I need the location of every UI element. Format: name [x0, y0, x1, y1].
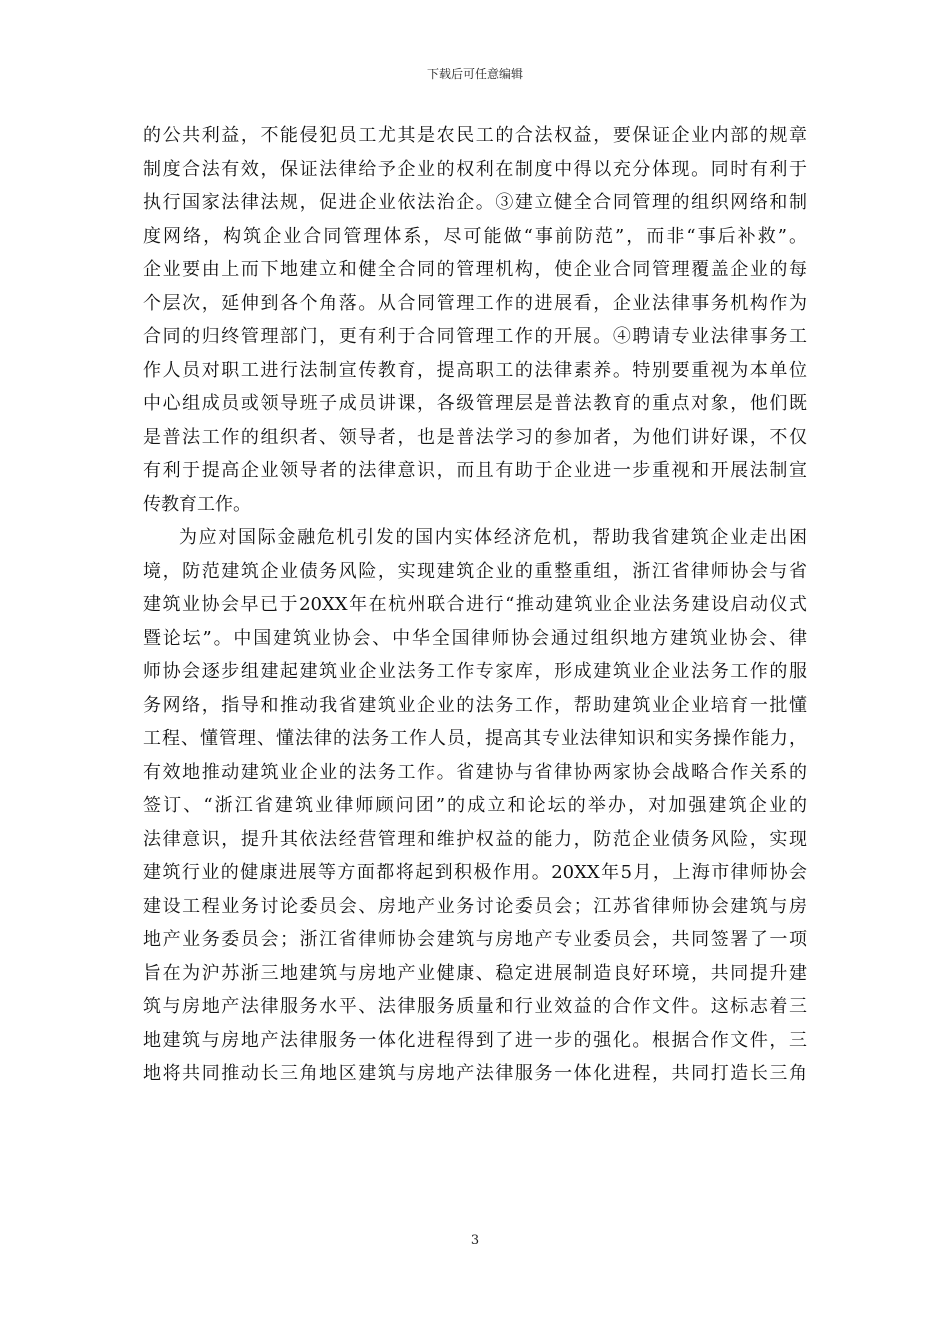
paragraph-2-line: 地建筑与房地产法律服务一体化进程得到了进一步的强化。根据合作文件，三 [143, 1029, 807, 1051]
paragraph-2-line: 建筑业协会早已于20XX年在杭州联合进行“推动建筑业企业法务建设启动仪式 [143, 594, 807, 615]
page-header: 下载后可任意编辑 [426, 67, 523, 81]
paragraph-1-line: 是普法工作的组织者、领导者，也是普法学习的参加者，为他们讲好课，不仅 [143, 426, 807, 448]
paragraph-1-line: 度网络，构筑企业合同管理体系，尽可能做“事前防范”，而非“事后补救”。 [143, 225, 807, 247]
document-body [143, 119, 807, 1091]
paragraph-1-line: 作人员对职工进行法制宣传教育，提高职工的法律素养。特别要重视为本单位 [143, 359, 807, 381]
paragraph-1-line: 企业要由上而下地建立和健全合同的管理机构，使企业合同管理覆盖企业的每 [143, 259, 807, 280]
paragraph-2-line: 工程、懂管理、懂法律的法务工作人员，提高其专业法律知识和实务操作能力， [143, 728, 807, 749]
paragraph-2-line: 地产业务委员会；浙江省律师协会建筑与房地产专业委员会，共同签署了一项 [143, 929, 807, 950]
paragraph-1-line: 的公共利益，不能侵犯员工尤其是农民工的合法权益，要保证企业内部的规章 [143, 125, 807, 146]
paragraph-2-line: 务网络，指导和推动我省建筑业企业的法务工作，帮助建筑业企业培育一批懂 [143, 694, 807, 716]
paragraph-1-line: 中心组成员或领导班子成员讲课，各级管理层是普法教育的重点对象，他们既 [143, 393, 807, 414]
paragraph-2-line: 师协会逐步组建起建筑业企业法务工作专家库，形成建筑业企业法务工作的服 [143, 661, 807, 682]
paragraph-2-line: 为应对国际金融危机引发的国内实体经济危机，帮助我省建筑企业走出困 [179, 527, 807, 548]
paragraph-2-line: 建筑行业的健康进展等方面都将起到积极作用。20XX年5月，上海市律师协会 [143, 862, 807, 883]
paragraph-2-line: 筑与房地产法律服务水平、法律服务质量和行业效益的合作文件。这标志着三 [143, 996, 807, 1017]
paragraph-1-line: 执行国家法律法规，促进企业依法治企。③建立健全合同管理的组织网络和制 [143, 192, 807, 213]
page-number: 3 [470, 1233, 480, 1248]
paragraph-2-line: 有效地推动建筑业企业的法务工作。省建协与省律协两家协会战略合作关系的 [143, 761, 807, 783]
paragraph-1-line: 制度合法有效，保证法律给予企业的权利在制度中得以充分体现。同时有利于 [143, 158, 807, 180]
paragraph-2-line: 地将共同推动长三角地区建筑与房地产法律服务一体化进程，共同打造长三角 [143, 1063, 807, 1084]
paragraph-2-line: 建设工程业务讨论委员会、房地产业务讨论委员会；江苏省律师协会建筑与房 [143, 895, 807, 917]
paragraph-1-line: 有利于提高企业领导者的法律意识，而且有助于企业进一步重视和开展法制宣 [143, 460, 807, 481]
paragraph-2-line: 暨论坛”。中国建筑业协会、中华全国律师协会通过组织地方建筑业协会、律 [143, 627, 807, 649]
paragraph-1-line: 传教育工作。 [143, 493, 251, 515]
paragraph-2-line: 境，防范建筑企业债务风险，实现建筑企业的重整重组，浙江省律师协会与省 [143, 560, 807, 582]
paragraph-2-line: 签订、“浙江省建筑业律师顾问团”的成立和论坛的举办，对加强建筑企业的 [143, 795, 807, 816]
paragraph-1-line: 个层次，延伸到各个角落。从合同管理工作的进展看，企业法律事务机构作为 [143, 292, 807, 314]
paragraph-2-line: 旨在为沪苏浙三地建筑与房地产业健康、稳定进展制造良好环境，共同提升建 [143, 962, 807, 984]
paragraph-1-line: 合同的归终管理部门，更有利于合同管理工作的开展。④聘请专业法律事务工 [143, 326, 807, 347]
paragraph-2-line: 法律意识，提升其依法经营管理和维护权益的能力，防范企业债务风险，实现 [143, 828, 807, 850]
